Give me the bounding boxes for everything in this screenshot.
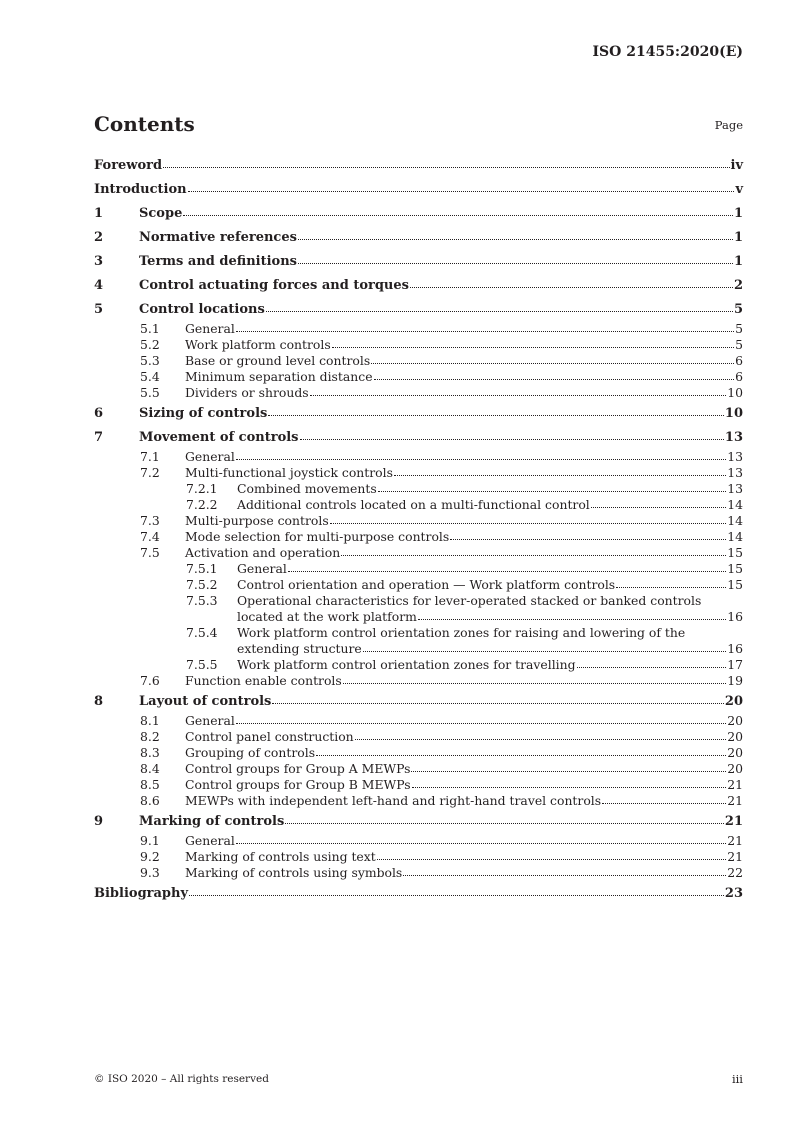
toc-entry[interactable]	[94, 609, 743, 625]
toc-entry[interactable]	[94, 713, 743, 729]
toc-entry-number: 9.1	[140, 833, 160, 848]
toc-entry-page: 21	[727, 833, 743, 848]
toc-entry[interactable]	[94, 481, 743, 497]
toc-entry-title: extending structure	[237, 641, 362, 656]
toc-entry[interactable]	[94, 761, 743, 777]
toc-entry-title: General	[185, 713, 235, 728]
toc-entry-title: Work platform controls	[185, 337, 331, 352]
dot-leader	[341, 555, 726, 556]
toc-entry-number: 5.4	[140, 369, 160, 384]
toc-entry-page: 13	[727, 465, 743, 480]
toc-entry-title: Normative references	[139, 230, 297, 245]
toc-entry[interactable]	[94, 337, 743, 353]
toc-entry-title: Foreword	[94, 158, 163, 173]
dot-leader	[298, 239, 733, 240]
toc-entry[interactable]	[94, 691, 743, 713]
toc-entry-page: 6	[735, 369, 743, 384]
toc-entry-title: General	[237, 561, 287, 576]
toc-entry-page: 23	[724, 886, 743, 901]
toc-entry-title: Grouping of controls	[185, 745, 316, 760]
toc-entry[interactable]	[94, 179, 743, 201]
toc-entry[interactable]	[94, 529, 743, 545]
table-of-contents	[94, 153, 743, 905]
toc-entry-number: 7.5	[140, 545, 160, 560]
toc-entry[interactable]	[94, 321, 743, 337]
toc-entry-number: 7.2.1	[186, 481, 218, 496]
toc-entry-page: 16	[727, 641, 743, 656]
toc-entry-page: 5	[733, 302, 743, 317]
toc-entry-page: 1	[733, 206, 743, 221]
toc-entry-page: 14	[727, 497, 743, 512]
dot-leader	[316, 755, 726, 756]
toc-entry-title: Sizing of controls	[139, 406, 268, 421]
toc-entry[interactable]	[94, 865, 743, 881]
toc-entry-number: 9.3	[140, 865, 160, 880]
toc-entry-number: 8.1	[140, 713, 160, 728]
toc-entry-page: 13	[727, 481, 743, 496]
toc-entry[interactable]	[94, 155, 743, 177]
toc-entry-page: 1	[733, 254, 743, 269]
toc-entry-page: iv	[730, 158, 743, 173]
dot-leader	[236, 331, 734, 332]
dot-leader	[377, 859, 726, 860]
toc-entry[interactable]	[94, 299, 743, 321]
copyright-notice: © ISO 2020 – All rights reserved	[94, 1073, 269, 1085]
toc-entry-number: 7.5.2	[186, 577, 218, 592]
toc-entry-title: Mode selection for multi-purpose controls	[185, 529, 450, 544]
toc-entry-number: 8.6	[140, 793, 160, 808]
toc-entry-title: Control panel construction	[185, 729, 354, 744]
toc-entry-title: Dividers or shrouds	[185, 385, 309, 400]
toc-entry[interactable]	[94, 593, 743, 609]
dot-leader	[266, 311, 733, 312]
toc-entry[interactable]	[94, 227, 743, 249]
toc-entry[interactable]	[94, 777, 743, 793]
toc-entry[interactable]	[94, 641, 743, 657]
dot-leader	[394, 475, 726, 476]
toc-entry-number: 7.4	[140, 529, 160, 544]
toc-entry-number: 8.3	[140, 745, 160, 760]
dot-leader	[418, 619, 726, 620]
dot-leader	[300, 439, 724, 440]
dot-leader	[450, 539, 726, 540]
toc-entry-number: 1	[94, 206, 104, 221]
dot-leader	[310, 395, 727, 396]
page-column-label: Page	[714, 118, 743, 132]
dot-leader	[330, 523, 727, 524]
toc-entry-page: 20	[724, 694, 743, 709]
toc-entry-number: 7.5.1	[186, 561, 218, 576]
toc-entry-title: Base or ground level controls	[185, 353, 371, 368]
dot-leader	[411, 771, 726, 772]
toc-entry-title: Terms and definitions	[139, 254, 297, 269]
toc-entry-number: 8.4	[140, 761, 160, 776]
toc-entry-page: 10	[724, 406, 743, 421]
toc-entry-page: 2	[733, 278, 743, 293]
toc-entry[interactable]	[94, 673, 743, 689]
toc-entry-number: 8.2	[140, 729, 160, 744]
toc-entry-page: 17	[727, 657, 743, 672]
toc-entry-title: General	[185, 321, 235, 336]
dot-leader	[371, 363, 734, 364]
dot-leader	[343, 683, 726, 684]
page-number: iii	[731, 1072, 743, 1086]
toc-entry[interactable]	[94, 793, 743, 809]
toc-entry-number: 7.2.2	[186, 497, 218, 512]
dot-leader	[403, 875, 726, 876]
toc-entry[interactable]	[94, 427, 743, 449]
dot-leader	[332, 347, 734, 348]
toc-entry-page: 19	[727, 673, 743, 688]
toc-entry-number: 8	[94, 694, 104, 709]
toc-entry-page: 20	[727, 713, 743, 728]
toc-entry[interactable]	[94, 465, 743, 481]
toc-entry[interactable]	[94, 251, 743, 273]
toc-entry-number: 7.2	[140, 465, 160, 480]
toc-entry-title: Movement of controls	[139, 430, 299, 445]
toc-entry-number: 7.5.4	[186, 625, 218, 640]
dot-leader	[616, 587, 726, 588]
toc-entry-number: 5.1	[140, 321, 160, 336]
dot-leader	[268, 415, 724, 416]
toc-entry-number: 3	[94, 254, 104, 269]
toc-entry-page: 6	[735, 353, 743, 368]
document-id: ISO 21455:2020(E)	[592, 44, 743, 60]
toc-entry-page: 16	[727, 609, 743, 624]
toc-entry-title: General	[185, 449, 235, 464]
toc-entry-page: 5	[735, 321, 743, 336]
toc-entry-number: 5	[94, 302, 104, 317]
dot-leader	[591, 507, 726, 508]
toc-entry-page: 13	[727, 449, 743, 464]
dot-leader	[412, 787, 727, 788]
toc-entry-page: 15	[727, 561, 743, 576]
toc-entry[interactable]	[94, 369, 743, 385]
toc-entry-number: 7.5.3	[186, 593, 218, 608]
dot-leader	[236, 843, 726, 844]
toc-entry-number: 7	[94, 430, 104, 445]
toc-entry-number: 7.5.5	[186, 657, 218, 672]
dot-leader	[363, 651, 726, 652]
toc-entry-title: Minimum separation distance	[185, 369, 373, 384]
dot-leader	[378, 491, 727, 492]
toc-entry-page: 21	[727, 777, 743, 792]
toc-entry-title: Multi-purpose controls	[185, 513, 329, 528]
toc-entry-number: 2	[94, 230, 104, 245]
toc-entry-title: Control locations	[139, 302, 265, 317]
toc-entry-title: located at the work platform	[237, 609, 417, 624]
toc-entry-number: 5.2	[140, 337, 160, 352]
toc-entry[interactable]	[94, 403, 743, 425]
dot-leader	[410, 287, 733, 288]
toc-entry-title: Marking of controls using symbols	[185, 865, 403, 880]
toc-entry-title: Marking of controls	[139, 814, 285, 829]
toc-entry-title: Operational characteristics for lever-operated stacked or banked controls	[237, 593, 702, 608]
toc-entry[interactable]	[94, 657, 743, 673]
toc-entry-page: 20	[727, 729, 743, 744]
toc-entry-number: 5.5	[140, 385, 160, 400]
toc-entry-title: Multi-functional joystick controls	[185, 465, 393, 480]
dot-leader	[577, 667, 727, 668]
toc-entry[interactable]	[94, 353, 743, 369]
toc-entry-title: Control groups for Group A MEWPs	[185, 761, 411, 776]
toc-entry-number: 7.6	[140, 673, 160, 688]
page-title: Contents	[94, 112, 195, 136]
toc-entry-page: 22	[727, 865, 743, 880]
toc-entry-page: 20	[727, 745, 743, 760]
dot-leader	[183, 215, 733, 216]
toc-entry-page: 15	[727, 577, 743, 592]
toc-entry-title: MEWPs with independent left-hand and right-hand travel controls	[185, 793, 602, 808]
dot-leader	[374, 379, 735, 380]
toc-entry-title: Control orientation and operation — Work platform controls	[237, 577, 616, 592]
toc-entry[interactable]	[94, 729, 743, 745]
toc-entry[interactable]	[94, 561, 743, 577]
dot-leader	[298, 263, 733, 264]
dot-leader	[355, 739, 727, 740]
toc-entry-title: Introduction	[94, 182, 187, 197]
dot-leader	[189, 895, 724, 896]
toc-entry-number: 5.3	[140, 353, 160, 368]
toc-entry-title: Work platform control orientation zones for travelling	[237, 657, 576, 672]
dot-leader	[602, 803, 726, 804]
toc-entry-page: 13	[724, 430, 743, 445]
toc-entry-page: 14	[727, 529, 743, 544]
toc-entry-number: 4	[94, 278, 104, 293]
toc-entry-number: 9.2	[140, 849, 160, 864]
toc-entry-title: Combined movements	[237, 481, 377, 496]
toc-entry-title: Work platform control orientation zones for raising and lowering of the	[237, 625, 686, 640]
dot-leader	[285, 823, 724, 824]
toc-entry[interactable]	[94, 811, 743, 833]
toc-entry-number: 6	[94, 406, 104, 421]
toc-entry-page: 5	[735, 337, 743, 352]
toc-entry[interactable]	[94, 577, 743, 593]
toc-entry-page: 15	[727, 545, 743, 560]
toc-entry[interactable]	[94, 883, 743, 905]
toc-entry-title: Control groups for Group B MEWPs	[185, 777, 411, 792]
toc-entry-page: 21	[724, 814, 743, 829]
dot-leader	[272, 703, 724, 704]
toc-entry-page: v	[735, 182, 743, 197]
toc-entry[interactable]	[94, 849, 743, 865]
toc-entry-title: Scope	[139, 206, 183, 221]
toc-entry[interactable]	[94, 449, 743, 465]
toc-entry-number: 8.5	[140, 777, 160, 792]
toc-entry-page: 1	[733, 230, 743, 245]
toc-entry-title: Activation and operation	[185, 545, 341, 560]
toc-entry-title: Bibliography	[94, 886, 189, 901]
dot-leader	[236, 723, 726, 724]
toc-entry-title: Additional controls located on a multi-functional control	[237, 497, 590, 512]
toc-entry-title: Control actuating forces and torques	[139, 278, 409, 293]
toc-entry[interactable]	[94, 545, 743, 561]
toc-entry-number: 7.3	[140, 513, 160, 528]
toc-entry-page: 21	[727, 793, 743, 808]
toc-entry-page: 14	[727, 513, 743, 528]
toc-entry-title: Layout of controls	[139, 694, 272, 709]
toc-entry-title: General	[185, 833, 235, 848]
toc-entry-page: 10	[727, 385, 743, 400]
toc-entry[interactable]	[94, 203, 743, 225]
toc-entry-title: Marking of controls using text	[185, 849, 376, 864]
toc-entry[interactable]	[94, 513, 743, 529]
dot-leader	[163, 167, 729, 168]
toc-entry-page: 20	[727, 761, 743, 776]
toc-entry-number: 7.1	[140, 449, 160, 464]
toc-entry[interactable]	[94, 745, 743, 761]
toc-entry[interactable]	[94, 385, 743, 401]
dot-leader	[188, 191, 735, 192]
toc-entry[interactable]	[94, 275, 743, 297]
toc-entry[interactable]	[94, 497, 743, 513]
dot-leader	[236, 459, 726, 460]
toc-entry-number: 9	[94, 814, 104, 829]
dot-leader	[288, 571, 726, 572]
toc-entry[interactable]	[94, 833, 743, 849]
toc-entry-page: 21	[727, 849, 743, 864]
toc-entry-title: Function enable controls	[185, 673, 342, 688]
toc-entry[interactable]	[94, 625, 743, 641]
